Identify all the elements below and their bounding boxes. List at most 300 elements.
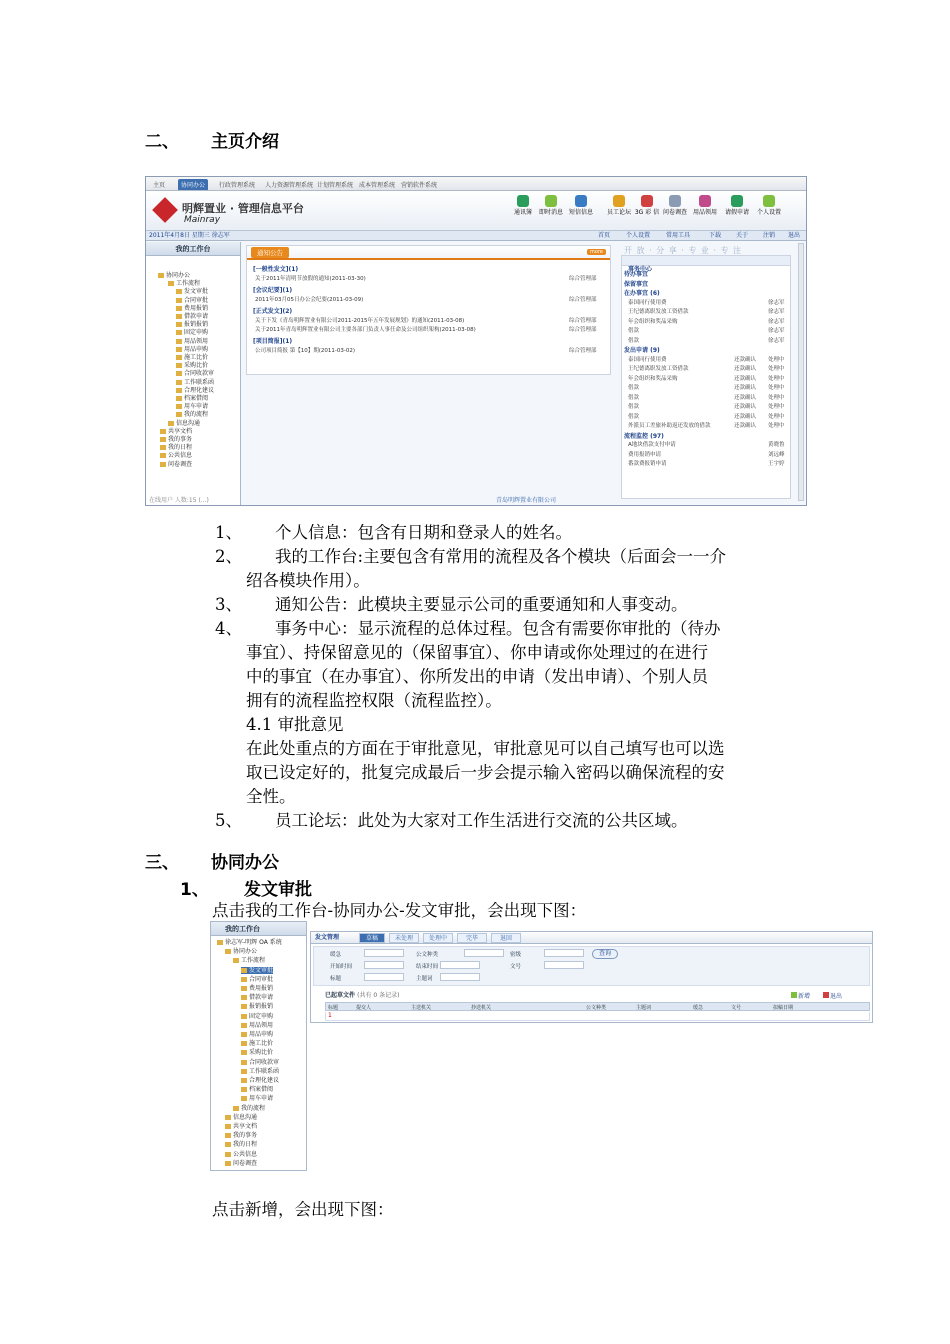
link-tools[interactable]: 常用工具 [666,232,691,239]
folder-icon [158,273,164,278]
notice-section-title[interactable]: [正式发文](2) [253,308,293,315]
tree-item[interactable] [176,288,208,295]
tree-label: 报销报销 [249,1003,274,1011]
leave-icon [731,195,743,207]
tree-label: 共享文档 [168,427,193,435]
exit-button[interactable]: 退出 [823,992,842,1001]
affairs-item[interactable]: 年会组织和奖品采购 [628,318,678,325]
document-grid-header [325,1002,870,1011]
tool-sms[interactable]: 短信信息 [568,195,594,217]
affairs-item[interactable]: 借款 [628,328,640,334]
notice-tag: 通知公告 [251,247,289,258]
section-3-heading [145,848,279,873]
tree-label: 报销报销 [184,321,209,329]
folder-icon [225,1124,231,1129]
tree-label: 费用报销 [184,304,209,312]
affairs-item[interactable]: 费用报销申请 [628,451,662,458]
tool-leave[interactable]: 请假申请 [724,195,750,217]
tree-label: 问卷调查 [233,1159,258,1167]
list-item-1: 1、 个人信息：包含有日期和登录人的姓名。 [215,523,572,542]
tree-item[interactable] [168,280,200,287]
tree-item[interactable] [176,395,208,402]
label-title: 标题 [330,976,342,982]
affairs-item[interactable]: 王纪德离职发放工资借款 [628,309,689,315]
tree-item-2[interactable] [225,1160,257,1167]
tree-item-2[interactable] [241,1003,273,1010]
affairs-item[interactable]: 借款 [628,394,640,401]
folder-icon [176,298,182,303]
folder-icon [176,404,182,409]
notice-dept: 综合管理部 [569,348,597,354]
notice-section-title[interactable]: [项目简报](1) [253,338,293,345]
subsection-1-title: 发文审批 [244,880,312,900]
tree-item[interactable] [160,428,192,435]
affairs-owner: 处理中 [768,385,785,391]
tool-mms[interactable]: 3G 彩 信 [634,195,660,217]
affairs-owner: 王宇婷 [768,461,785,467]
section-3-title: 协同办公 [211,853,279,873]
tree-item[interactable] [176,387,214,394]
affairs-status: 还款确认 [734,413,757,420]
tree-label: 用品领用 [249,1021,274,1029]
folder-icon [241,1004,247,1009]
tree-item-2[interactable] [241,1068,279,1075]
tree-label: 合理化建议 [184,386,215,394]
tree-label: 借款申请 [184,313,209,320]
folder-icon [176,412,182,417]
affairs-owner: 徐志军 [768,318,785,325]
tab-cowork[interactable]: 协同办公 [178,179,208,190]
folder-icon [176,322,182,327]
link-logout[interactable]: 注销 [763,232,776,239]
tree-label: 我的日程 [233,1141,258,1149]
document-management-panel [310,931,873,1023]
paragraph-click-add: 点击新增，会出现下图： [212,1200,394,1219]
folder-icon [225,1133,231,1138]
list-item-continuation: 中的事宜（在办事宜）、你所发出的申请（发出申请）、个别人员 [246,667,708,686]
forum-icon [613,195,625,207]
folder-icon [241,1078,247,1083]
doc-tabs [311,932,872,944]
affairs-section-title[interactable]: 在办事宜 (6) [624,290,660,297]
homepage-screenshot [145,176,807,506]
label-urgency: 缓急 [330,952,342,958]
column-header[interactable]: 拟稿日期 [773,1005,794,1011]
tool-settings[interactable]: 个人设置 [756,195,782,217]
tree-label: 我的事务 [168,436,193,443]
link-home[interactable]: 首页 [598,232,611,239]
affairs-status: 还款确认 [734,375,757,382]
section-3-number: 三、 [145,853,179,873]
label-secrecy: 密级 [510,952,522,958]
doc-number-input[interactable] [544,961,584,969]
tool-forum[interactable]: 员工论坛 [606,195,632,217]
tree-item-2[interactable] [241,1022,273,1029]
tab-marketing[interactable]: 营销软件系统 [401,182,438,189]
tree-item[interactable] [176,313,208,320]
tree-item-2[interactable] [233,957,265,964]
folder-icon [225,949,231,954]
link-download[interactable]: 下载 [709,232,722,239]
tree-item-2[interactable] [225,1132,257,1139]
affairs-item[interactable]: 泰国同行使用费 [628,299,667,306]
affairs-section-title[interactable]: 保留事宜 [624,280,649,288]
tree-label: 协同办公 [166,272,191,279]
tree-item-2[interactable] [241,1049,273,1056]
tree-label: 问卷调查 [168,460,193,468]
tree-item-2[interactable] [241,1013,273,1020]
tree-label: 信息沟通 [176,419,201,427]
doc-type-select[interactable] [464,949,504,957]
tree-item-2[interactable] [241,1059,279,1066]
tree-item[interactable] [176,354,208,361]
notice-dept: 综合管理部 [569,297,597,303]
tree-item[interactable] [168,420,200,427]
list-item-continuation: 绍各模块作用）。 [246,571,370,590]
sub-4-1-line: 取已设定好的，批复完成最后一步会提示输入密码以确保流程的安 [246,763,725,782]
list-count: (共有 0 条记录) [357,992,400,999]
tree-label: 我的日程 [168,444,193,452]
info-bar [146,231,806,241]
notice-more-button[interactable]: more [587,249,606,255]
tree-item-2[interactable] [241,967,273,974]
list-item-continuation: 拥有的流程监控权限（流程监控）。 [246,691,502,710]
list-item-3: 3、 通知公告：此模块主要显示公司的重要通知和人事变动。 [215,595,688,614]
tree-item-2[interactable] [241,994,273,1001]
affairs-owner: 刘远峰 [768,451,785,458]
affairs-status: 还款确认 [734,423,757,429]
logo-text: 明辉置业 · 管理信息平台 [182,202,304,215]
label-start-time: 开始时间 [330,964,353,970]
logo-english: Mainray [184,215,221,225]
tree-label: 合理化建议 [249,1077,280,1084]
column-header[interactable]: 公文种类 [586,1005,607,1011]
tree-label: 信息沟通 [233,1113,258,1121]
tree-item[interactable] [160,436,192,443]
scrollbar[interactable] [798,243,804,501]
title-input[interactable] [364,973,404,981]
tree-item[interactable] [176,346,208,353]
affairs-status: 还款确认 [734,356,757,363]
folder-icon [168,421,174,426]
column-header[interactable]: 主送机关 [411,1005,432,1011]
user-settings-icon [763,195,775,207]
sidebar-title: 我的工作台 [146,242,240,256]
tree-label: 公共信息 [168,452,193,460]
affairs-status: 还款确认 [734,404,757,410]
notice-dept: 综合管理部 [569,327,597,333]
link-personal[interactable]: 个人设置 [626,232,651,239]
tree-item-2[interactable] [241,1095,273,1102]
folder-icon [176,363,182,368]
notice-section-title[interactable]: [一般性发文](1) [253,266,299,273]
affairs-owner: 徐志军 [768,337,785,344]
affairs-owner: 徐志军 [768,309,785,315]
tree-label: 固定申购 [249,1012,274,1020]
folder-icon [225,1152,231,1157]
list-item-4: 4、 事务中心：显示流程的总体过程。包含有需要你审批的（待办 [215,619,721,638]
slogan: 开 放 · 分 享 · 专 业 · 专 注 [624,246,743,255]
tree-item-2[interactable] [225,1123,257,1130]
tree-item[interactable] [176,305,208,312]
tree-item-2[interactable] [225,948,257,955]
tree-label: 工作联系函 [249,1067,280,1075]
footer-left: 在线用户 人数:15 (...) [149,497,209,504]
folder-icon [176,347,182,352]
folder-icon [225,1142,231,1147]
affairs-item[interactable]: A地块借款支付申请 [628,442,676,448]
affairs-status: 还款确认 [734,366,757,372]
tree-item[interactable] [160,444,192,451]
affairs-item[interactable]: 外派员工差旅补助返还发放的借款 [628,423,711,429]
list-item-continuation: 事宜）、持保留意见的（保留事宜）、你申请或你处理过的在进行 [246,643,708,662]
folder-icon [176,380,182,385]
affairs-owner: 处理中 [768,394,785,401]
notice-item[interactable]: 2011年03月05日办公会纪要(2011-03-09) [255,297,364,303]
section-2-heading [145,127,279,152]
list-item-5: 5、 员工论坛：此处为大家对工作生活进行交流的公共区域。 [215,811,688,830]
tree-item-2[interactable] [225,1151,257,1158]
link-about[interactable]: 关于 [736,232,749,239]
tree-item[interactable] [176,329,208,336]
banner [146,191,806,231]
label-doc-number: 文号 [510,964,522,970]
folder-icon [160,429,166,434]
affairs-owner: 处理中 [768,404,785,410]
folder-icon [241,1014,247,1019]
tab-draft[interactable]: 草稿 [359,933,385,943]
tree-label: 用品领用 [184,337,209,345]
add-icon [791,992,797,998]
secrecy-select[interactable] [544,949,584,957]
link-exit[interactable]: 退出 [788,232,801,239]
tree-label: 发文审批 [184,288,209,296]
label-end-time: 结束时间 [416,964,439,970]
folder-icon [241,1060,247,1065]
tree-item[interactable] [176,321,208,328]
tree-label: 合同收款审 [249,1058,280,1066]
affairs-status: 还款确认 [734,385,757,391]
tool-contacts[interactable]: 通讯簿 [510,195,536,217]
affairs-item[interactable]: 借款 [628,337,640,344]
tree-item[interactable] [176,411,208,418]
message-icon [545,195,557,207]
affairs-title: 事务中心 [622,256,790,266]
tree-label: 合同收款审 [184,370,215,378]
affairs-item[interactable]: 借款 [628,404,640,410]
affairs-owner: 处理中 [768,413,785,420]
tree-item-2[interactable] [225,1141,257,1148]
list-title: 已起草文件 (共有 0 条记录) [325,992,400,999]
tree-item[interactable] [176,403,208,410]
folder-icon [160,445,166,450]
tree-item[interactable] [176,297,208,304]
tab-plan[interactable]: 计划管理系统 [317,182,354,189]
column-header[interactable]: 文号 [731,1005,742,1011]
column-header[interactable]: 抄送机关 [471,1005,492,1011]
contacts-icon [517,195,529,207]
add-button[interactable]: 新增 [791,992,810,1001]
tab-processing[interactable]: 处理中 [423,933,453,943]
tree-item-2[interactable] [241,1040,273,1047]
workbench-sidebar-2 [210,921,307,1171]
sub-4-1-title: 4.1 审批意见 [246,715,344,734]
date-user: 2011年4月8日 星期三 徐志军 [149,232,230,239]
tree-label: 工作流程 [176,280,201,288]
affairs-owner: 黄晓鲁 [768,442,785,448]
urgency-select[interactable] [364,949,404,957]
tree-item[interactable] [176,362,208,369]
column-header[interactable]: 标题 [328,1005,339,1011]
section-2-title: 主页介绍 [211,132,279,152]
tree-label: 合同审批 [249,975,274,983]
antenna-icon [641,195,653,207]
notice-dept: 综合管理部 [569,276,597,282]
list-item-2: 2、 我的工作台:主要包含有常用的流程及各个模块（后面会一一介 [215,547,727,566]
tree-item-2[interactable] [233,1105,265,1112]
document-grid-row[interactable] [325,1012,870,1021]
folder-icon [176,339,182,344]
tab-hr[interactable]: 人力资源管理系统 [265,182,314,189]
end-time-input[interactable] [440,961,480,969]
paragraph-click-approval: 点击我的工作台-协同办公-发文审批，会出现下图： [212,901,587,920]
tree-label: 用品申购 [184,345,209,353]
sidebar-title-2: 我的工作台 [211,922,306,936]
notice-panel [246,245,611,375]
tree-label: 徐志军-明辉 OA 系统 [225,939,282,946]
folder-icon [241,1032,247,1037]
tree-item-2[interactable] [225,1114,257,1121]
tool-survey[interactable]: 问卷调查 [662,195,688,217]
tree-item-2[interactable] [241,1077,279,1084]
folder-icon [225,1115,231,1120]
tree-label: 费用报销 [249,985,274,992]
tree-label: 固定申购 [184,329,209,337]
folder-icon [225,1161,231,1166]
tab-cost[interactable]: 成本管理系统 [359,182,396,189]
tree-item-2[interactable] [241,1031,273,1038]
tree-label: 公共信息 [233,1150,258,1158]
tree-label: 用车申请 [249,1095,274,1103]
affairs-section-title[interactable]: 待办事宜 [624,271,649,278]
start-time-input[interactable] [364,961,404,969]
folder-icon [241,1069,247,1074]
query-button[interactable]: 查询 [592,949,618,959]
tree-label: 我的事务 [233,1132,258,1140]
folder-icon [176,355,182,360]
affairs-item[interactable]: 借款 [628,385,640,391]
tree-item-2[interactable] [217,939,282,946]
folder-icon [176,306,182,311]
tab-unprocessed[interactable]: 未处理 [389,933,419,943]
tree-label: 我的流程 [184,411,209,419]
workbench-sidebar [146,242,241,505]
tree-item-2[interactable] [241,985,273,992]
document-approval-screenshot [210,921,875,1173]
folder-icon [241,1041,247,1046]
sub-section-4-1 [215,713,815,809]
notice-item[interactable]: 关于2011年青岛明辉置业有限公司主要各部门负责人事任命及公司组织架构(2011-03-08) [255,327,476,333]
folder-icon [233,958,239,963]
tree-label: 施工比价 [249,1040,274,1048]
notice-section-title[interactable]: [会议纪要](1) [253,287,293,294]
tree-label: 共享文档 [233,1123,258,1130]
tree-item[interactable] [176,338,208,345]
affairs-section-title[interactable]: 流程监控 (97) [624,432,664,440]
affairs-owner: 徐志军 [768,328,785,334]
folder-icon [176,371,182,376]
folder-icon [241,1050,247,1055]
label-doc-type: 公文种类 [416,952,439,958]
tree-item[interactable] [176,370,214,377]
folder-icon [176,396,182,401]
notice-dept: 综合管理部 [569,318,597,324]
tree-label: 采购比价 [249,1049,274,1057]
folder-icon [176,289,182,294]
folder-icon [241,968,247,973]
folder-icon [233,1106,239,1111]
affairs-section-title[interactable]: 发出申请 (9) [624,347,660,354]
affairs-item[interactable]: 番款费报销申请 [628,461,667,467]
tab-returned[interactable]: 退回 [491,933,521,943]
doc-panel-title: 发文管理 [315,934,340,941]
tree-item[interactable] [176,379,214,386]
tree-label: 档案借阅 [184,395,209,402]
affairs-center [621,255,791,499]
column-header[interactable]: 提交人 [356,1005,372,1011]
column-header[interactable]: 主题词 [636,1005,652,1011]
notice-item[interactable]: 关于下发《青岛明辉置业有限公司2011-2015年五年发展规划》的通知(2011-03-08) [255,318,465,324]
tree-item[interactable] [160,461,192,468]
notice-item[interactable]: 公司项目简报 第【10】期(2011-03-02) [255,348,356,354]
affairs-item[interactable]: 王纪德离职发放工资借款 [628,366,689,372]
tree-item-2[interactable] [241,1086,273,1093]
tab-admin[interactable]: 行政管理系统 [219,182,256,189]
folder-icon [176,314,182,319]
tab-done[interactable]: 完毕 [457,933,487,943]
tree-label: 我的流程 [241,1104,266,1112]
tree-label: 档案借阅 [249,1086,274,1094]
tool-supplies[interactable]: 用品领用 [692,195,718,217]
folder-icon [176,388,182,393]
notice-item[interactable]: 关于2011年清明节放假的通知(2011-03-30) [255,276,366,282]
tree-label: 施工比价 [184,354,209,361]
affairs-item[interactable]: 借款 [628,413,640,420]
folder-icon [160,437,166,442]
tree-label: 采购比价 [184,362,209,370]
affairs-item[interactable]: 泰国同行使用费 [628,356,667,363]
tab-home[interactable]: 主页 [153,182,166,189]
tree-label: 发文审批 [249,966,274,974]
folder-icon [241,1096,247,1101]
affairs-owner: 处理中 [768,375,785,382]
keywords-input[interactable] [440,973,480,981]
sms-icon [575,195,587,207]
tree-item[interactable] [158,272,190,279]
top-tab-bar [146,177,806,191]
tree-item-2[interactable] [241,976,273,983]
tool-im[interactable]: 即时消息 [538,195,564,217]
affairs-item[interactable]: 年会组织和奖品采购 [628,375,678,382]
folder-icon [160,462,166,467]
folder-icon [241,977,247,982]
tree-label: 协同办公 [233,948,258,956]
column-header[interactable]: 缓急 [693,1005,704,1011]
search-form [313,946,870,986]
tree-item[interactable] [160,452,192,459]
affairs-owner: 处理中 [768,423,785,429]
tree-label: 工作联系函 [184,378,215,386]
